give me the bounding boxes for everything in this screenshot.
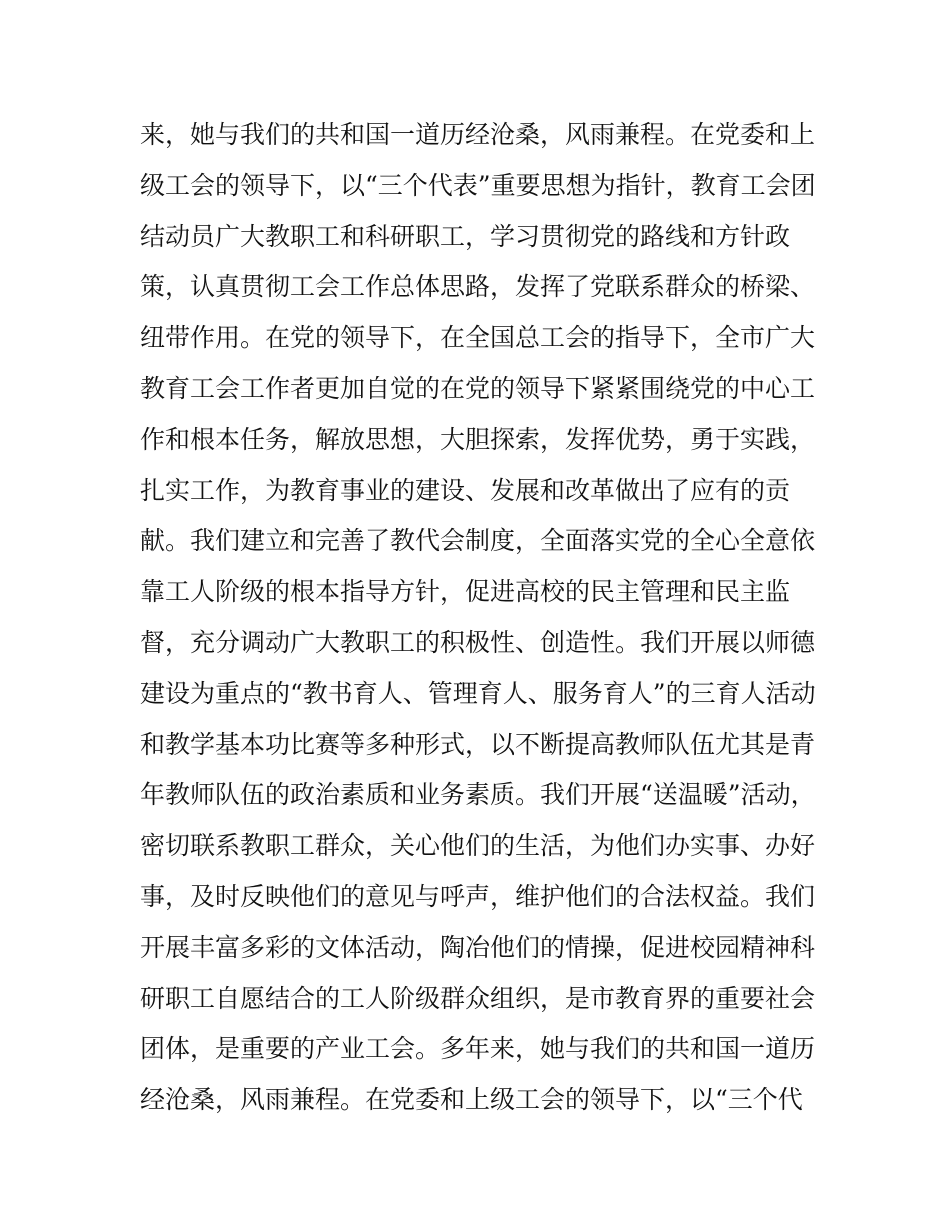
text-line: 策，认真贯彻工会工作总体思路，发挥了党联系群众的桥梁、 <box>140 272 816 302</box>
text-line: 经沧桑，风雨兼程。在党委和上级工会的领导下，以“三个代 <box>140 1085 803 1115</box>
text-line: 作和根本任务，解放思想，大胆探索，发挥优势，勇于实践， <box>140 424 816 454</box>
text-line: 年教师队伍的政治素质和业务素质。我们开展“送温暖”活动， <box>140 780 816 810</box>
text-line: 级工会的领导下，以“三个代表”重要思想为指针，教育工会团 <box>140 170 816 200</box>
text-line: 扎实工作，为教育事业的建设、发展和改革做出了应有的贡 <box>140 475 791 505</box>
text-line: 研职工自愿结合的工人阶级群众组织，是市教育界的重要社会 <box>140 983 816 1013</box>
text-line: 来，她与我们的共和国一道历经沧桑，风雨兼程。在党委和上 <box>140 120 816 149</box>
text-line: 靠工人阶级的根本指导方针，促进高校的民主管理和民主监 <box>140 577 791 607</box>
text-line: 纽带作用。在党的领导下，在全国总工会的指导下，全市广大 <box>140 323 816 353</box>
text-line: 结动员广大教职工和科研职工，学习贯彻党的路线和方针政 <box>140 221 791 251</box>
text-line: 团体，是重要的产业工会。多年来，她与我们的共和国一道历 <box>140 1034 816 1064</box>
text-line: 教育工会工作者更加自觉的在党的领导下紧紧围绕党的中心工 <box>140 373 816 403</box>
text-line: 密切联系教职工群众，关心他们的生活，为他们办实事、办好 <box>140 831 816 861</box>
text-line: 开展丰富多彩的文体活动，陶冶他们的情操，促进校园精神科 <box>140 932 816 962</box>
text-line: 和教学基本功比赛等多种形式，以不断提高教师队伍尤其是青 <box>140 729 816 759</box>
text-line: 督，充分调动广大教职工的积极性、创造性。我们开展以师德 <box>140 627 816 657</box>
text-line: 事，及时反映他们的意见与呼声，维护他们的合法权益。我们 <box>140 881 816 911</box>
text-line: 建设为重点的“教书育人、管理育人、服务育人”的三育人活动 <box>140 678 816 708</box>
text-line: 献。我们建立和完善了教代会制度，全面落实党的全心全意依 <box>140 526 816 556</box>
body-text <box>140 110 820 1126</box>
